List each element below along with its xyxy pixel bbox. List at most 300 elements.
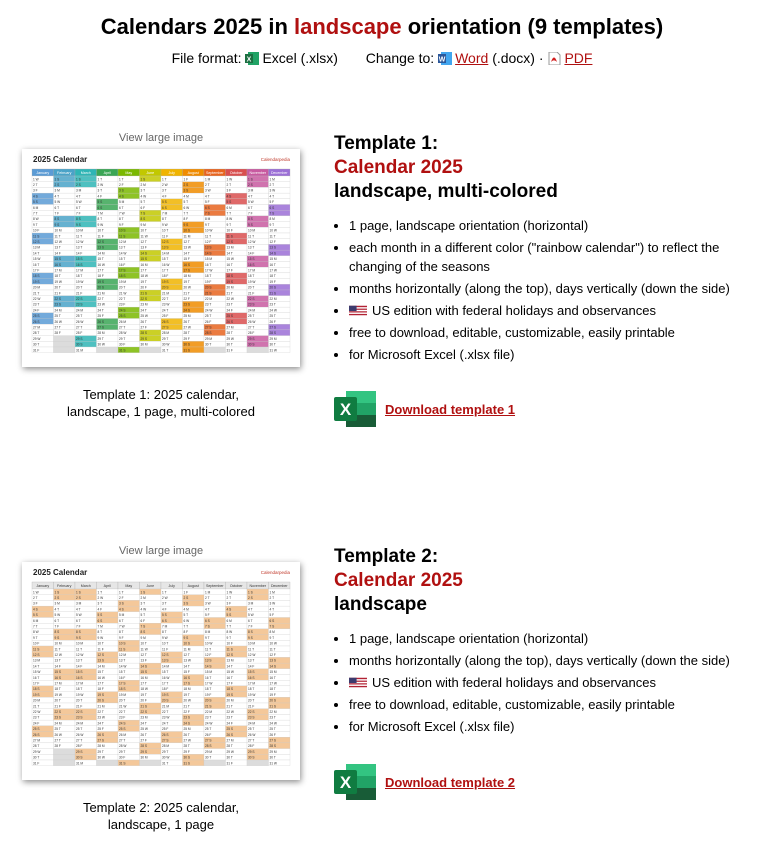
template-2-caption: Template 2: 2025 calendar, landscape, 1 page <box>82 800 240 832</box>
template-2-description: landscape <box>334 594 427 615</box>
svg-text:10 M: 10 M <box>54 641 62 646</box>
svg-text:14 F: 14 F <box>76 251 83 256</box>
svg-text:12 W: 12 W <box>54 240 62 244</box>
svg-text:26 M: 26 M <box>119 732 127 737</box>
svg-text:15 T: 15 T <box>97 257 104 262</box>
svg-text:10 M: 10 M <box>54 228 62 233</box>
svg-text:7 F: 7 F <box>76 211 81 216</box>
svg-text:14 S: 14 S <box>269 664 277 669</box>
svg-text:22 M: 22 M <box>205 710 213 714</box>
svg-text:2 T: 2 T <box>33 596 38 600</box>
template-1-thumbnail[interactable] <box>22 149 300 367</box>
svg-text:11 T: 11 T <box>248 647 255 652</box>
svg-text:22 S: 22 S <box>76 710 83 714</box>
svg-text:11 F: 11 F <box>162 647 169 652</box>
svg-text:11 S: 11 S <box>226 234 233 239</box>
svg-text:31 T: 31 T <box>162 761 169 766</box>
svg-text:28 F: 28 F <box>76 331 83 336</box>
feature-item: • months horizontally (along the top), days vertically (down the side) <box>349 279 754 298</box>
svg-text:17 M: 17 M <box>76 681 84 686</box>
svg-text:28 M: 28 M <box>162 331 170 336</box>
svg-text:7 W: 7 W <box>119 624 125 629</box>
svg-text:22 S: 22 S <box>54 297 62 301</box>
svg-text:7 F: 7 F <box>54 211 60 216</box>
svg-text:9 T: 9 T <box>226 635 232 640</box>
calendar-title: 2025 Calendar <box>33 155 88 164</box>
svg-text:3 F: 3 F <box>33 188 38 193</box>
svg-text:26 F: 26 F <box>269 319 276 324</box>
svg-text:4 S: 4 S <box>119 194 124 199</box>
svg-text:6 F: 6 F <box>140 205 146 210</box>
svg-text:2 S: 2 S <box>183 596 189 600</box>
svg-text:24 M: 24 M <box>76 721 84 726</box>
svg-text:31 F: 31 F <box>33 348 40 353</box>
view-large-image-link[interactable]: View large image <box>118 545 204 557</box>
feature-item: • free to download, editable, customizable, easily printable <box>349 695 754 714</box>
svg-text:4 W: 4 W <box>140 194 147 199</box>
svg-text:27 S: 27 S <box>205 738 212 743</box>
svg-text:1 W: 1 W <box>33 177 39 182</box>
svg-text:30 T: 30 T <box>269 755 276 760</box>
svg-text:1 T: 1 T <box>162 177 167 182</box>
svg-text:5 T: 5 T <box>140 613 146 618</box>
svg-text:X: X <box>339 773 352 792</box>
svg-text:7 T: 7 T <box>33 211 38 216</box>
svg-text:12 S: 12 S <box>97 240 105 244</box>
svg-text:29 S: 29 S <box>140 749 148 754</box>
svg-text:19 S: 19 S <box>97 692 105 697</box>
svg-text:31 S: 31 S <box>119 348 126 353</box>
svg-text:1 T: 1 T <box>97 590 103 595</box>
svg-text:28 S: 28 S <box>269 331 277 336</box>
svg-text:28 S: 28 S <box>269 744 277 749</box>
svg-text:25 F: 25 F <box>162 727 169 732</box>
svg-text:14 F: 14 F <box>54 664 61 669</box>
svg-text:17 M: 17 M <box>54 268 62 273</box>
svg-text:13 F: 13 F <box>140 245 147 250</box>
svg-text:23 W: 23 W <box>162 302 170 307</box>
svg-text:23 T: 23 T <box>205 302 212 307</box>
svg-text:12 F: 12 F <box>205 653 212 657</box>
svg-text:1 S: 1 S <box>248 590 253 595</box>
svg-text:27 W: 27 W <box>183 325 191 330</box>
svg-text:15 S: 15 S <box>76 670 83 675</box>
svg-text:27 T: 27 T <box>119 738 126 743</box>
svg-text:5 W: 5 W <box>76 613 82 618</box>
svg-text:20 T: 20 T <box>248 285 255 290</box>
svg-text:9 T: 9 T <box>33 635 38 640</box>
svg-text:14 M: 14 M <box>97 664 105 669</box>
download-template-2-link[interactable]: Download template 2 <box>385 774 516 790</box>
svg-text:16 M: 16 M <box>140 262 148 267</box>
svg-text:10 S: 10 S <box>119 641 126 646</box>
svg-text:17 S: 17 S <box>183 681 191 686</box>
svg-text:5 W: 5 W <box>76 200 82 205</box>
svg-text:8 S: 8 S <box>248 217 253 222</box>
svg-text:15 T: 15 T <box>97 670 104 675</box>
svg-text:8 W: 8 W <box>226 217 233 222</box>
svg-text:16 T: 16 T <box>205 675 212 680</box>
svg-text:22 T: 22 T <box>119 297 126 301</box>
svg-text:8 M: 8 M <box>205 630 211 635</box>
svg-text:21 T: 21 T <box>33 704 40 709</box>
svg-text:9 S: 9 S <box>76 635 81 640</box>
svg-text:5 W: 5 W <box>248 200 254 205</box>
svg-text:4 S: 4 S <box>33 607 38 612</box>
svg-text:2 M: 2 M <box>140 183 146 187</box>
svg-text:21 T: 21 T <box>183 291 190 296</box>
svg-text:25 S: 25 S <box>226 727 234 732</box>
template-2-features <box>334 629 754 736</box>
svg-text:26 S: 26 S <box>162 732 169 737</box>
svg-text:12 W: 12 W <box>76 240 84 244</box>
svg-text:10 S: 10 S <box>119 228 126 233</box>
template-1-description: landscape, multi-colored <box>334 181 558 202</box>
svg-text:23 F: 23 F <box>119 302 126 307</box>
svg-text:16 S: 16 S <box>54 675 62 680</box>
svg-text:22 F: 22 F <box>183 297 190 301</box>
svg-text:29 M: 29 M <box>205 749 213 754</box>
svg-text:2 S: 2 S <box>183 183 189 187</box>
svg-text:24 S: 24 S <box>183 721 191 726</box>
svg-text:26 W: 26 W <box>248 732 256 737</box>
svg-text:17 F: 17 F <box>33 681 40 686</box>
pdf-link[interactable]: PDF <box>564 50 593 66</box>
view-large-image-link[interactable]: View large image <box>118 132 204 144</box>
svg-text:9 T: 9 T <box>269 222 275 227</box>
template-2-thumbnail[interactable] <box>22 562 300 780</box>
svg-text:5 S: 5 S <box>33 613 38 618</box>
svg-text:6 W: 6 W <box>183 205 190 210</box>
svg-text:13 S: 13 S <box>162 245 169 250</box>
svg-text:8 T: 8 T <box>162 217 167 222</box>
svg-text:30 S: 30 S <box>76 755 83 760</box>
svg-text:17 T: 17 T <box>162 681 169 686</box>
svg-text:22 W: 22 W <box>226 710 234 714</box>
svg-text:24 M: 24 M <box>54 721 62 726</box>
svg-text:19 M: 19 M <box>119 692 127 697</box>
svg-text:2 W: 2 W <box>97 596 104 600</box>
svg-text:19 T: 19 T <box>140 279 147 284</box>
svg-text:14 T: 14 T <box>183 664 190 669</box>
svg-text:14 M: 14 M <box>162 251 170 256</box>
svg-text:10 M: 10 M <box>76 228 84 233</box>
svg-text:15 F: 15 F <box>183 257 190 262</box>
svg-text:26 F: 26 F <box>205 732 212 737</box>
svg-text:31 S: 31 S <box>183 761 191 766</box>
svg-text:27 T: 27 T <box>76 738 83 743</box>
calendar-title: 2025 Calendar <box>33 568 88 577</box>
svg-text:17 M: 17 M <box>76 268 84 273</box>
svg-text:7 T: 7 T <box>226 211 232 216</box>
svg-text:30 S: 30 S <box>248 342 255 347</box>
svg-text:12 F: 12 F <box>269 653 276 657</box>
calendar-brand: Calendarpedia <box>260 157 290 162</box>
svg-text:3 S: 3 S <box>119 188 124 193</box>
svg-text:3 T: 3 T <box>140 601 146 606</box>
svg-text:12 F: 12 F <box>205 240 212 244</box>
svg-text:7 W: 7 W <box>119 211 125 216</box>
svg-text:22 S: 22 S <box>248 710 255 714</box>
svg-text:11 T: 11 T <box>205 234 212 239</box>
svg-text:14 S: 14 S <box>140 664 148 669</box>
svg-text:31 M: 31 M <box>76 761 84 766</box>
svg-text:5 F: 5 F <box>205 613 210 618</box>
svg-text:24 W: 24 W <box>205 308 213 313</box>
svg-text:8 S: 8 S <box>140 630 146 635</box>
calendar-preview-image <box>22 149 300 367</box>
svg-text:8 T: 8 T <box>162 630 167 635</box>
svg-text:20 T: 20 T <box>119 698 126 703</box>
feature-item: • US edition with federal holidays and observances <box>349 673 754 692</box>
svg-text:25 S: 25 S <box>119 314 126 319</box>
svg-text:13 F: 13 F <box>140 658 147 663</box>
svg-text:4 T: 4 T <box>54 607 60 612</box>
svg-text:16 F: 16 F <box>119 675 126 680</box>
svg-text:1 M: 1 M <box>269 590 275 595</box>
svg-text:20 S: 20 S <box>205 698 212 703</box>
svg-text:24 F: 24 F <box>33 308 40 313</box>
svg-text:16 F: 16 F <box>119 262 126 267</box>
svg-text:25 T: 25 T <box>269 314 276 319</box>
svg-text:16 W: 16 W <box>162 675 170 680</box>
svg-text:11 M: 11 M <box>183 647 191 652</box>
month-label: June <box>146 584 155 588</box>
month-label: March <box>80 584 91 588</box>
svg-text:28 S: 28 S <box>205 331 212 336</box>
svg-text:8 S: 8 S <box>54 630 60 635</box>
page-title: Calendars 2025 in landscape orientation (9 templates) <box>100 14 664 39</box>
svg-text:11 T: 11 T <box>269 647 276 652</box>
svg-text:24 W: 24 W <box>205 721 213 726</box>
template-2-heading: Template 2: <box>334 546 439 567</box>
month-label: August <box>187 584 199 588</box>
month-label: September <box>205 171 224 175</box>
svg-text:21 F: 21 F <box>248 704 255 709</box>
svg-text:19 S: 19 S <box>97 279 105 284</box>
svg-text:29 S: 29 S <box>76 336 83 341</box>
svg-text:6 S: 6 S <box>205 618 210 623</box>
svg-text:5 F: 5 F <box>269 613 275 618</box>
svg-text:22 W: 22 W <box>33 297 41 301</box>
svg-text:3 S: 3 S <box>183 601 189 606</box>
svg-text:19 S: 19 S <box>226 279 234 284</box>
svg-text:26 T: 26 T <box>140 319 147 324</box>
svg-text:13 S: 13 S <box>97 658 105 663</box>
svg-text:1 F: 1 F <box>183 590 189 595</box>
svg-text:14 F: 14 F <box>76 664 83 669</box>
svg-text:12 M: 12 M <box>119 240 127 244</box>
svg-text:29 T: 29 T <box>119 336 126 341</box>
svg-text:18 S: 18 S <box>119 687 126 692</box>
svg-text:17 M: 17 M <box>54 681 62 686</box>
svg-text:24 T: 24 T <box>162 308 169 313</box>
svg-text:28 T: 28 T <box>33 744 40 749</box>
svg-text:4 T: 4 T <box>269 194 275 199</box>
svg-text:15 S: 15 S <box>248 670 255 675</box>
svg-text:8 S: 8 S <box>248 630 253 635</box>
svg-text:29 F: 29 F <box>183 336 190 341</box>
month-label: July <box>168 171 175 175</box>
svg-text:17 W: 17 W <box>269 268 277 273</box>
svg-text:18 M: 18 M <box>183 274 191 279</box>
svg-text:21 S: 21 S <box>205 704 212 709</box>
svg-text:26 S: 26 S <box>33 732 40 737</box>
svg-text:15 T: 15 T <box>162 257 169 262</box>
template-1-caption: Template 1: 2025 calendar, landscape, 1 page, multi-colored <box>67 387 255 419</box>
svg-text:18 S: 18 S <box>226 687 234 692</box>
svg-text:5 M: 5 M <box>119 613 125 618</box>
svg-text:28 W: 28 W <box>119 744 127 749</box>
svg-text:9 W: 9 W <box>97 635 104 640</box>
svg-text:5 S: 5 S <box>162 613 167 618</box>
svg-text:8 W: 8 W <box>33 217 39 222</box>
svg-text:25 W: 25 W <box>140 314 148 319</box>
svg-text:6 T: 6 T <box>54 205 60 210</box>
svg-text:15 W: 15 W <box>33 257 41 262</box>
svg-text:28 T: 28 T <box>33 331 40 336</box>
svg-text:2 T: 2 T <box>226 183 232 187</box>
svg-text:17 F: 17 F <box>226 681 233 686</box>
feature-item: • 1 page, landscape orientation (horizontal) <box>349 216 754 235</box>
svg-text:30 F: 30 F <box>119 755 126 760</box>
svg-text:28 S: 28 S <box>205 744 212 749</box>
svg-text:9 S: 9 S <box>248 635 253 640</box>
svg-text:22 F: 22 F <box>183 710 190 714</box>
svg-text:9 S: 9 S <box>183 635 189 640</box>
svg-text:27 T: 27 T <box>54 325 61 330</box>
svg-text:6 S: 6 S <box>97 205 103 210</box>
svg-text:3 T: 3 T <box>97 188 103 193</box>
svg-text:4 F: 4 F <box>97 194 103 199</box>
svg-text:3 T: 3 T <box>162 601 167 606</box>
svg-text:5 F: 5 F <box>269 200 275 205</box>
svg-text:23 S: 23 S <box>76 715 83 720</box>
svg-text:2 T: 2 T <box>269 596 275 600</box>
svg-text:26 S: 26 S <box>97 732 105 737</box>
svg-text:2 F: 2 F <box>119 183 124 187</box>
month-label: November <box>249 584 267 588</box>
svg-text:19 F: 19 F <box>205 692 212 697</box>
svg-text:8 M: 8 M <box>269 630 275 635</box>
svg-text:4 F: 4 F <box>162 194 167 199</box>
svg-text:2 M: 2 M <box>140 596 146 600</box>
download-template-1-link[interactable]: Download template 1 <box>385 401 516 417</box>
svg-text:16 W: 16 W <box>97 675 105 680</box>
svg-text:1 W: 1 W <box>226 177 233 182</box>
svg-text:6 T: 6 T <box>248 205 253 210</box>
svg-text:14 S: 14 S <box>269 251 277 256</box>
svg-text:20 T: 20 T <box>54 285 61 290</box>
svg-text:11 W: 11 W <box>140 234 148 239</box>
svg-text:9 M: 9 M <box>140 635 146 640</box>
svg-text:29 S: 29 S <box>140 336 148 341</box>
svg-text:30 T: 30 T <box>269 342 276 347</box>
svg-text:16 T: 16 T <box>269 262 276 267</box>
svg-text:26 W: 26 W <box>54 732 62 737</box>
svg-text:9 S: 9 S <box>54 222 60 227</box>
svg-text:27 T: 27 T <box>248 325 255 330</box>
svg-text:5 S: 5 S <box>162 200 167 205</box>
svg-text:9 S: 9 S <box>54 635 60 640</box>
svg-text:2 S: 2 S <box>54 596 60 600</box>
svg-text:24 M: 24 M <box>248 308 256 313</box>
svg-text:15 M: 15 M <box>269 670 277 675</box>
svg-text:9 F: 9 F <box>119 222 124 227</box>
svg-text:19 M: 19 M <box>119 279 127 284</box>
month-label: April <box>103 171 111 175</box>
svg-text:25 F: 25 F <box>97 727 104 732</box>
svg-text:6 F: 6 F <box>140 618 146 623</box>
svg-text:14 S: 14 S <box>205 664 212 669</box>
svg-text:16 T: 16 T <box>226 262 233 267</box>
svg-text:22 T: 22 T <box>162 297 169 301</box>
month-label: March <box>80 171 91 175</box>
svg-text:18 S: 18 S <box>119 274 126 279</box>
svg-text:7 F: 7 F <box>54 624 60 629</box>
svg-text:10 F: 10 F <box>33 228 40 233</box>
svg-text:11 S: 11 S <box>33 234 40 239</box>
svg-text:26 S: 26 S <box>162 319 169 324</box>
svg-text:10 W: 10 W <box>269 641 277 646</box>
svg-text:6 S: 6 S <box>162 205 167 210</box>
word-link[interactable]: Word <box>455 50 489 66</box>
svg-text:6 S: 6 S <box>162 618 167 623</box>
svg-text:25 T: 25 T <box>54 314 61 319</box>
svg-text:5 S: 5 S <box>226 200 232 205</box>
svg-text:23 M: 23 M <box>140 715 148 720</box>
svg-text:11 M: 11 M <box>183 234 191 239</box>
svg-text:8 T: 8 T <box>119 217 124 222</box>
svg-text:4 M: 4 M <box>183 607 189 612</box>
svg-text:15 T: 15 T <box>162 670 169 675</box>
svg-text:20 S: 20 S <box>162 698 169 703</box>
svg-text:10 T: 10 T <box>140 228 147 233</box>
svg-text:1 S: 1 S <box>140 590 146 595</box>
svg-text:29 T: 29 T <box>162 749 169 754</box>
svg-text:10 F: 10 F <box>226 228 233 233</box>
svg-text:29 W: 29 W <box>226 749 234 754</box>
month-label: February <box>57 171 72 175</box>
svg-text:5 T: 5 T <box>183 613 189 618</box>
svg-text:7 T: 7 T <box>226 624 232 629</box>
svg-text:15 S: 15 S <box>76 257 83 262</box>
svg-text:1 W: 1 W <box>226 590 233 595</box>
svg-text:23 S: 23 S <box>54 302 62 307</box>
svg-text:13 S: 13 S <box>205 245 212 250</box>
svg-text:9 S: 9 S <box>76 222 81 227</box>
svg-text:26 S: 26 S <box>226 732 234 737</box>
svg-text:17 F: 17 F <box>33 268 40 273</box>
svg-text:8 S: 8 S <box>76 217 81 222</box>
svg-text:25 T: 25 T <box>76 727 83 732</box>
svg-text:7 M: 7 M <box>162 211 168 216</box>
svg-text:30 S: 30 S <box>76 342 83 347</box>
svg-text:21 T: 21 T <box>226 704 233 709</box>
svg-text:7 M: 7 M <box>97 624 103 629</box>
svg-text:19 W: 19 W <box>248 279 256 284</box>
svg-text:18 T: 18 T <box>76 687 83 692</box>
svg-text:9 W: 9 W <box>162 635 168 640</box>
svg-text:1 T: 1 T <box>97 177 103 182</box>
svg-text:28 F: 28 F <box>76 744 83 749</box>
svg-text:6 T: 6 T <box>119 618 124 623</box>
svg-text:6 T: 6 T <box>76 618 81 623</box>
svg-text:19 W: 19 W <box>76 279 84 284</box>
svg-text:24 W: 24 W <box>269 721 277 726</box>
month-label: August <box>187 171 199 175</box>
svg-text:21 S: 21 S <box>205 291 212 296</box>
